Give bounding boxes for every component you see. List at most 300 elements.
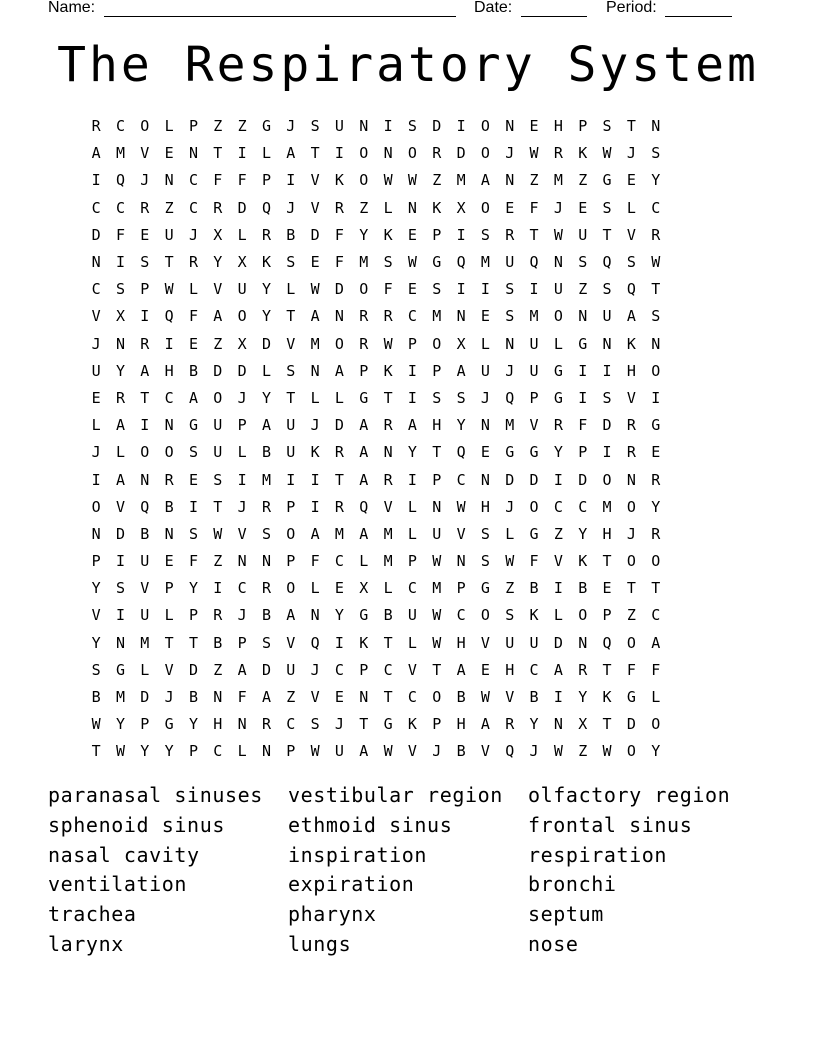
grid-letter: L: [237, 225, 247, 244]
grid-letter: V: [383, 497, 393, 516]
grid-row: [84, 167, 734, 194]
grid-letter: F: [115, 225, 125, 244]
grid-letter: R: [261, 579, 271, 598]
grid-letter: Y: [91, 579, 101, 598]
grid-letter: T: [602, 225, 612, 244]
grid-letter: B: [578, 579, 588, 598]
grid-letter: E: [626, 171, 636, 190]
grid-letter: L: [164, 606, 174, 625]
grid-letter: P: [188, 117, 198, 136]
grid-letter: T: [651, 579, 661, 598]
grid-letter: S: [383, 253, 393, 272]
grid-letter: A: [359, 524, 369, 543]
word-bank-row: [48, 870, 768, 900]
grid-letter: U: [578, 225, 588, 244]
grid-letter: A: [480, 715, 490, 734]
grid-letter: I: [578, 361, 588, 380]
grid-letter: P: [529, 388, 539, 407]
grid-letter: J: [553, 198, 563, 217]
grid-letter: T: [602, 552, 612, 571]
grid-letter: L: [237, 742, 247, 761]
grid-letter: Q: [505, 388, 515, 407]
grid-letter: X: [237, 334, 247, 353]
grid-letter: I: [407, 361, 417, 380]
grid-letter: I: [115, 552, 125, 571]
grid-letter: A: [651, 633, 661, 652]
grid-letter: J: [505, 144, 515, 163]
grid-letter: S: [480, 524, 490, 543]
grid-letter: L: [383, 579, 393, 598]
grid-letter: P: [140, 715, 150, 734]
grid-letter: C: [553, 497, 563, 516]
grid-letter: C: [91, 280, 101, 299]
grid-letter: S: [188, 524, 198, 543]
grid-letter: K: [261, 253, 271, 272]
grid-letter: P: [359, 660, 369, 679]
grid-letter: P: [578, 443, 588, 462]
grid-letter: N: [578, 307, 588, 326]
grid-letter: W: [164, 280, 174, 299]
grid-letter: G: [164, 715, 174, 734]
grid-letter: K: [578, 552, 588, 571]
grid-letter: I: [237, 470, 247, 489]
grid-letter: R: [383, 307, 393, 326]
grid-letter: Y: [334, 606, 344, 625]
grid-letter: W: [480, 688, 490, 707]
grid-letter: U: [140, 552, 150, 571]
grid-letter: P: [432, 715, 442, 734]
grid-letter: D: [91, 225, 101, 244]
grid-letter: I: [334, 144, 344, 163]
grid-letter: V: [140, 579, 150, 598]
word-search-grid: [84, 113, 734, 766]
grid-letter: E: [578, 198, 588, 217]
grid-letter: A: [286, 144, 296, 163]
grid-letter: E: [505, 198, 515, 217]
grid-letter: V: [286, 334, 296, 353]
grid-letter: G: [115, 660, 125, 679]
grid-letter: S: [578, 253, 588, 272]
grid-row: [84, 249, 734, 276]
grid-letter: E: [334, 688, 344, 707]
grid-letter: J: [505, 361, 515, 380]
grid-letter: L: [115, 443, 125, 462]
grid-letter: M: [553, 171, 563, 190]
grid-letter: D: [188, 660, 198, 679]
grid-letter: N: [164, 416, 174, 435]
grid-letter: N: [456, 307, 466, 326]
grid-letter: S: [140, 253, 150, 272]
grid-letter: Z: [237, 117, 247, 136]
grid-letter: Z: [578, 280, 588, 299]
grid-letter: Y: [578, 688, 588, 707]
grid-letter: I: [334, 633, 344, 652]
grid-letter: Y: [188, 579, 198, 598]
period-label: Period:: [606, 0, 657, 16]
grid-letter: Y: [578, 524, 588, 543]
grid-letter: N: [432, 497, 442, 516]
grid-letter: Y: [115, 361, 125, 380]
grid-letter: J: [237, 388, 247, 407]
period-field-line[interactable]: [665, 16, 732, 17]
grid-letter: K: [359, 633, 369, 652]
grid-letter: R: [383, 470, 393, 489]
grid-letter: L: [188, 280, 198, 299]
grid-row: [84, 113, 734, 140]
grid-letter: N: [480, 416, 490, 435]
grid-letter: L: [359, 552, 369, 571]
grid-letter: E: [164, 552, 174, 571]
grid-letter: M: [310, 334, 320, 353]
grid-letter: I: [407, 388, 417, 407]
grid-letter: S: [602, 117, 612, 136]
grid-letter: S: [286, 361, 296, 380]
grid-letter: R: [383, 416, 393, 435]
grid-letter: D: [115, 524, 125, 543]
grid-letter: O: [286, 524, 296, 543]
grid-letter: T: [140, 388, 150, 407]
grid-letter: O: [626, 742, 636, 761]
grid-letter: O: [626, 552, 636, 571]
grid-letter: H: [432, 416, 442, 435]
grid-letter: C: [115, 117, 125, 136]
grid-letter: W: [505, 552, 515, 571]
grid-letter: E: [480, 307, 490, 326]
grid-letter: S: [456, 388, 466, 407]
grid-letter: A: [261, 416, 271, 435]
grid-letter: R: [91, 117, 101, 136]
grid-letter: N: [407, 198, 417, 217]
grid-letter: G: [383, 715, 393, 734]
grid-letter: N: [91, 524, 101, 543]
grid-letter: Y: [261, 307, 271, 326]
grid-letter: T: [432, 443, 442, 462]
grid-letter: R: [261, 715, 271, 734]
grid-letter: I: [140, 307, 150, 326]
grid-letter: Q: [529, 253, 539, 272]
grid-letter: J: [91, 334, 101, 353]
grid-letter: W: [91, 715, 101, 734]
grid-letter: Z: [213, 117, 223, 136]
grid-letter: K: [407, 715, 417, 734]
grid-letter: R: [140, 198, 150, 217]
grid-letter: D: [553, 633, 563, 652]
grid-letter: V: [91, 307, 101, 326]
grid-letter: L: [505, 524, 515, 543]
grid-letter: T: [286, 388, 296, 407]
grid-letter: K: [432, 198, 442, 217]
grid-letter: G: [529, 524, 539, 543]
grid-letter: W: [602, 742, 612, 761]
grid-letter: Q: [602, 633, 612, 652]
grid-letter: A: [91, 144, 101, 163]
grid-letter: R: [553, 416, 563, 435]
grid-letter: R: [651, 524, 661, 543]
grid-letter: J: [310, 416, 320, 435]
grid-letter: C: [456, 470, 466, 489]
grid-letter: W: [456, 497, 466, 516]
grid-letter: L: [164, 117, 174, 136]
grid-letter: R: [359, 334, 369, 353]
grid-letter: I: [310, 470, 320, 489]
grid-letter: K: [529, 606, 539, 625]
grid-letter: Q: [115, 171, 125, 190]
grid-letter: Y: [529, 715, 539, 734]
grid-letter: P: [91, 552, 101, 571]
grid-letter: Z: [626, 606, 636, 625]
grid-letter: A: [626, 307, 636, 326]
grid-letter: R: [651, 225, 661, 244]
grid-letter: G: [651, 416, 661, 435]
grid-letter: Y: [261, 280, 271, 299]
grid-letter: N: [578, 633, 588, 652]
grid-letter: E: [651, 443, 661, 462]
grid-letter: N: [188, 144, 198, 163]
grid-letter: R: [213, 198, 223, 217]
grid-letter: O: [140, 117, 150, 136]
grid-letter: A: [115, 416, 125, 435]
grid-row: [84, 521, 734, 548]
grid-letter: M: [115, 144, 125, 163]
grid-letter: A: [188, 388, 198, 407]
grid-letter: R: [334, 497, 344, 516]
grid-letter: B: [261, 443, 271, 462]
grid-row: [84, 222, 734, 249]
grid-letter: H: [480, 497, 490, 516]
grid-letter: N: [140, 470, 150, 489]
name-field-line[interactable]: [104, 16, 456, 17]
grid-letter: D: [237, 198, 247, 217]
grid-letter: N: [505, 117, 515, 136]
grid-letter: E: [407, 280, 417, 299]
grid-letter: O: [432, 334, 442, 353]
grid-letter: S: [602, 388, 612, 407]
grid-letter: J: [164, 688, 174, 707]
grid-letter: R: [432, 144, 442, 163]
grid-letter: M: [480, 253, 490, 272]
page-title: The Respiratory System: [57, 37, 759, 93]
grid-letter: E: [407, 225, 417, 244]
grid-letter: D: [334, 416, 344, 435]
grid-letter: B: [261, 606, 271, 625]
grid-letter: K: [602, 688, 612, 707]
grid-letter: S: [602, 280, 612, 299]
grid-letter: I: [602, 361, 612, 380]
grid-letter: N: [505, 171, 515, 190]
grid-letter: A: [140, 361, 150, 380]
grid-letter: T: [188, 633, 198, 652]
grid-letter: M: [432, 579, 442, 598]
grid-letter: U: [286, 660, 296, 679]
grid-letter: E: [602, 579, 612, 598]
grid-letter: L: [261, 144, 271, 163]
grid-letter: P: [188, 606, 198, 625]
date-field-line[interactable]: [521, 16, 587, 17]
grid-letter: Q: [626, 280, 636, 299]
grid-letter: Q: [261, 198, 271, 217]
word-bank-row: [48, 900, 768, 930]
grid-letter: Y: [188, 715, 198, 734]
grid-letter: P: [456, 579, 466, 598]
grid-letter: P: [432, 225, 442, 244]
grid-letter: O: [626, 497, 636, 516]
grid-letter: P: [578, 117, 588, 136]
grid-letter: Y: [651, 171, 661, 190]
grid-letter: O: [359, 144, 369, 163]
grid-letter: C: [334, 660, 344, 679]
grid-row: [84, 711, 734, 738]
grid-letter: V: [286, 633, 296, 652]
grid-letter: U: [91, 361, 101, 380]
grid-letter: S: [261, 524, 271, 543]
grid-letter: A: [310, 307, 320, 326]
grid-letter: Z: [213, 334, 223, 353]
grid-letter: R: [115, 388, 125, 407]
grid-row: [84, 331, 734, 358]
word-bank-item: nose: [528, 931, 579, 956]
grid-letter: T: [213, 497, 223, 516]
grid-letter: G: [529, 443, 539, 462]
grid-letter: S: [407, 117, 417, 136]
grid-letter: U: [529, 334, 539, 353]
grid-letter: C: [651, 198, 661, 217]
grid-letter: U: [480, 361, 490, 380]
grid-letter: D: [213, 361, 223, 380]
grid-letter: E: [480, 660, 490, 679]
grid-letter: V: [480, 742, 490, 761]
grid-letter: R: [140, 334, 150, 353]
grid-letter: S: [505, 606, 515, 625]
grid-letter: O: [286, 579, 296, 598]
grid-letter: A: [237, 660, 247, 679]
grid-letter: N: [310, 361, 320, 380]
grid-letter: B: [140, 524, 150, 543]
grid-letter: S: [480, 552, 490, 571]
grid-letter: U: [529, 361, 539, 380]
grid-letter: O: [432, 688, 442, 707]
grid-letter: H: [553, 117, 563, 136]
grid-letter: A: [359, 742, 369, 761]
grid-letter: X: [359, 579, 369, 598]
grid-letter: I: [407, 470, 417, 489]
grid-letter: V: [310, 171, 320, 190]
grid-letter: U: [602, 307, 612, 326]
grid-letter: V: [407, 660, 417, 679]
grid-letter: N: [553, 253, 563, 272]
grid-letter: O: [91, 497, 101, 516]
word-bank-item: septum: [528, 902, 604, 927]
grid-letter: L: [626, 198, 636, 217]
grid-letter: W: [553, 742, 563, 761]
grid-letter: Y: [407, 443, 417, 462]
grid-letter: P: [407, 334, 417, 353]
grid-letter: S: [505, 307, 515, 326]
grid-letter: O: [651, 715, 661, 734]
grid-letter: Q: [164, 307, 174, 326]
grid-letter: C: [529, 660, 539, 679]
grid-letter: S: [432, 280, 442, 299]
grid-letter: G: [480, 579, 490, 598]
grid-letter: M: [383, 552, 393, 571]
grid-letter: T: [164, 253, 174, 272]
grid-letter: K: [310, 443, 320, 462]
grid-letter: P: [237, 416, 247, 435]
grid-letter: Z: [578, 171, 588, 190]
grid-letter: C: [115, 198, 125, 217]
grid-letter: R: [359, 307, 369, 326]
grid-letter: V: [480, 633, 490, 652]
grid-letter: G: [578, 334, 588, 353]
grid-letter: W: [602, 144, 612, 163]
grid-letter: O: [237, 307, 247, 326]
grid-letter: L: [91, 416, 101, 435]
grid-letter: O: [334, 334, 344, 353]
grid-letter: T: [286, 307, 296, 326]
word-bank-item: paranasal sinuses: [48, 783, 263, 808]
grid-letter: Z: [213, 552, 223, 571]
grid-letter: L: [261, 361, 271, 380]
grid-letter: J: [140, 171, 150, 190]
grid-letter: F: [237, 171, 247, 190]
grid-letter: V: [164, 660, 174, 679]
grid-letter: W: [651, 253, 661, 272]
grid-letter: B: [91, 688, 101, 707]
grid-letter: C: [91, 198, 101, 217]
grid-letter: X: [213, 225, 223, 244]
grid-letter: D: [456, 144, 466, 163]
grid-letter: W: [383, 334, 393, 353]
grid-letter: H: [456, 633, 466, 652]
grid-letter: O: [480, 144, 490, 163]
grid-letter: S: [432, 388, 442, 407]
grid-row: [84, 412, 734, 439]
grid-letter: Y: [213, 253, 223, 272]
grid-letter: N: [237, 552, 247, 571]
grid-row: [84, 738, 734, 765]
grid-letter: A: [553, 660, 563, 679]
grid-letter: V: [213, 280, 223, 299]
grid-letter: K: [383, 361, 393, 380]
grid-letter: N: [261, 742, 271, 761]
grid-row: [84, 575, 734, 602]
grid-letter: S: [602, 198, 612, 217]
grid-letter: V: [553, 552, 563, 571]
grid-letter: G: [553, 388, 563, 407]
grid-letter: R: [626, 416, 636, 435]
grid-letter: U: [286, 416, 296, 435]
grid-letter: H: [505, 660, 515, 679]
grid-letter: L: [383, 198, 393, 217]
grid-letter: D: [505, 470, 515, 489]
grid-letter: T: [626, 117, 636, 136]
grid-row: [84, 385, 734, 412]
grid-letter: R: [505, 715, 515, 734]
grid-letter: A: [359, 416, 369, 435]
grid-letter: P: [261, 171, 271, 190]
grid-letter: E: [188, 334, 198, 353]
grid-letter: Z: [286, 688, 296, 707]
grid-letter: M: [140, 633, 150, 652]
grid-letter: I: [456, 225, 466, 244]
grid-letter: V: [91, 606, 101, 625]
grid-letter: S: [261, 633, 271, 652]
grid-letter: R: [261, 497, 271, 516]
grid-letter: S: [115, 579, 125, 598]
grid-letter: J: [626, 144, 636, 163]
grid-letter: I: [553, 688, 563, 707]
grid-letter: Y: [651, 497, 661, 516]
grid-letter: O: [651, 552, 661, 571]
